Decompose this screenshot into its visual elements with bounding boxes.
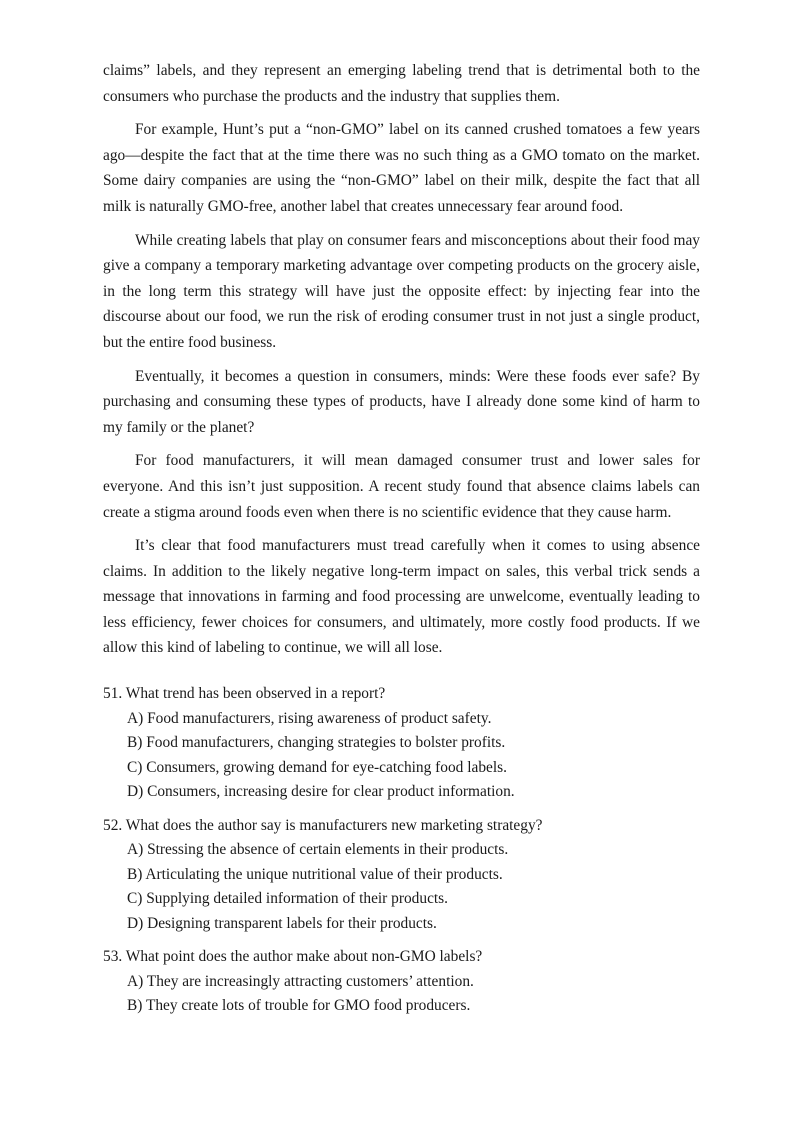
question-list [103,682,700,1019]
question-53 [103,945,700,1019]
passage-paragraph: While creating labels that play on consumer fears and misconceptions about their food may give a company a temporary marketing advantage over competing products on the grocery aisle, in the long term this strategy will have just the opposite effect: by injecting fear into the discourse about our food, we run the risk of eroding consumer trust in not just a single product, but the entire food business. [103,231,700,351]
passage [103,58,700,661]
question-stem: 53. What point does the author make about non-GMO labels? [103,948,483,966]
option-a: A) They are increasingly attracting customers’ attention. [127,972,474,990]
passage-paragraph: It’s clear that food manufacturers must tread carefully when it comes to using absence claims. In addition to the likely negative long-term impact on sales, this verbal trick sends a message that innovations in farming and food processing are unwelcome, eventually leading to less efficiency, fewer choices for consumers, and ultimately, more costly food products. If we allow this kind of labeling to continue, we will all lose. [103,537,700,657]
option-list [103,970,700,1019]
passage-paragraph: claims” labels, and they represent an emerging labeling trend that is detrimental both to the consumers who purchase the products and the industry that supplies them. [103,62,700,105]
option-c: C) Supplying detailed information of their products. [127,890,449,908]
document-page [103,58,700,1028]
question-51 [103,682,700,805]
option-a: A) Food manufacturers, rising awareness of product safety. [127,709,492,727]
option-b: B) Food manufacturers, changing strategies to bolster profits. [127,734,506,752]
passage-paragraph: For food manufacturers, it will mean damaged consumer trust and lower sales for everyone. And this isn’t just supposition. A recent study found that absence claims labels can create a stigma around foods even when there is no scientific evidence that they cause harm. [103,452,700,521]
option-d: D) Designing transparent labels for their products. [127,914,437,932]
option-c: C) Consumers, growing demand for eye-catching food labels. [127,758,507,776]
passage-paragraph: Eventually, it becomes a question in consumers, minds: Were these foods ever safe? By purchasing and consuming these types of products, have I already done some kind of harm to my family or the planet? [103,367,700,436]
question-52 [103,814,700,937]
option-d: D) Consumers, increasing desire for clear product information. [127,783,515,801]
option-b: B) Articulating the unique nutritional value of their products. [127,865,503,883]
option-a: A) Stressing the absence of certain elements in their products. [127,841,509,859]
option-list [103,838,700,936]
question-stem: 52. What does the author say is manufacturers new marketing strategy? [103,816,543,834]
option-b: B) They create lots of trouble for GMO food producers. [127,997,471,1015]
passage-paragraph: For example, Hunt’s put a “non-GMO” label on its canned crushed tomatoes a few years ago—despite the fact that at the time there was no such thing as a GMO tomato on the market. Some dairy companies are using the “non-GMO” label on their milk, despite the fact that all milk is naturally GMO-free, another label that creates unnecessary fear around food. [103,121,700,215]
option-list [103,707,700,805]
question-stem: 51. What trend has been observed in a report? [103,685,386,703]
